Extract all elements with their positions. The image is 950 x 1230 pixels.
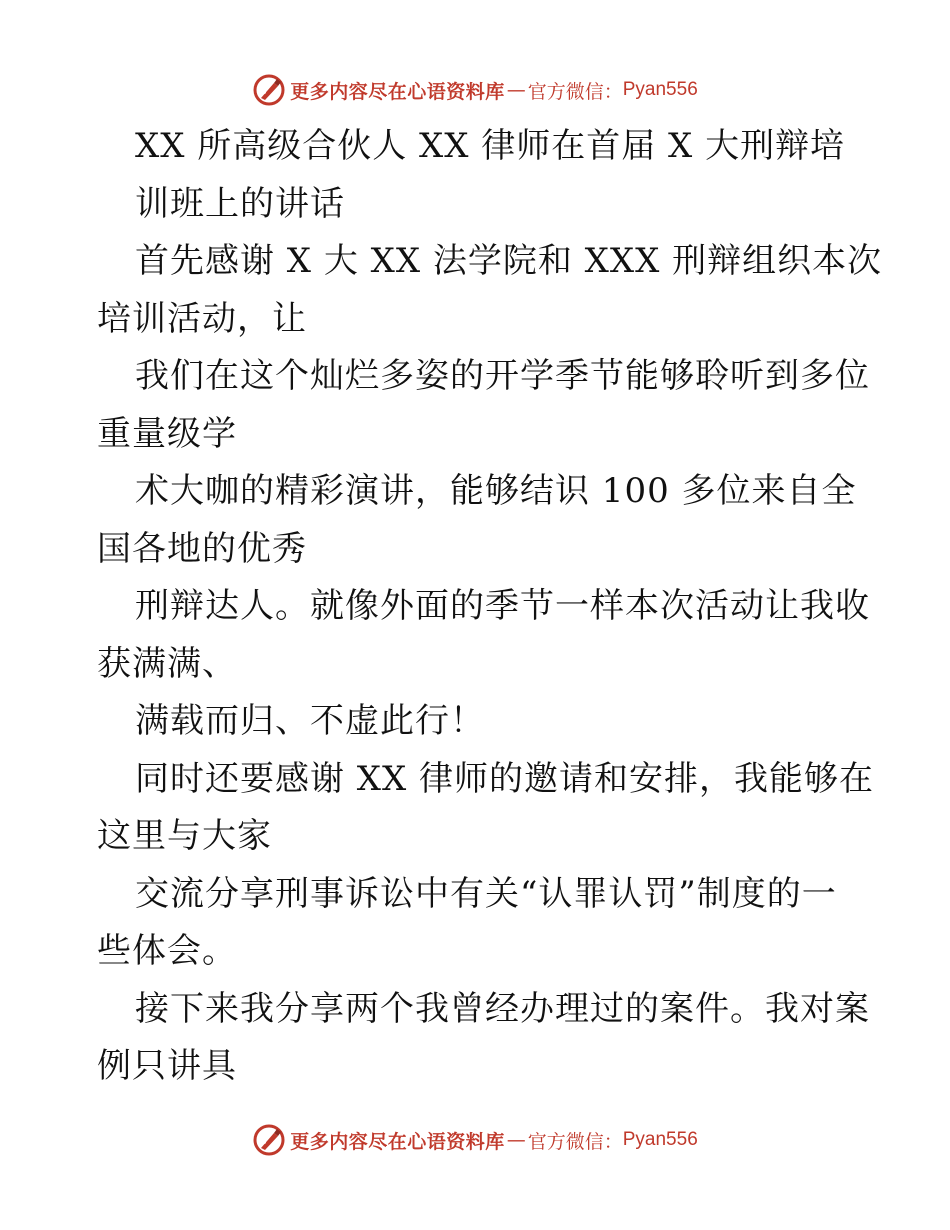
body-line: 刑辩达人。就像外面的季节一样本次活动让我收	[135, 586, 870, 626]
body-line: 同时还要感谢 XX 律师的邀请和安排，我能够在	[135, 758, 875, 799]
body-line: 满载而归、不虚此行！	[135, 701, 485, 741]
banner-separator: —	[506, 79, 526, 101]
body-line: 交流分享刑事诉讼中有关“认罪认罚”制度的一	[135, 873, 837, 914]
header-banner	[0, 70, 950, 110]
body-line: XX 所高级合伙人 XX 律师在首届 X 大刑辩培	[135, 126, 846, 166]
body-line: 首先感谢 X 大 XX 法学院和 XXX 刑辩组织本次	[135, 241, 883, 281]
body-line: 获满满、	[97, 643, 237, 684]
body-line: 国各地的优秀	[97, 528, 307, 569]
body-line: 训班上的讲话	[135, 183, 345, 224]
pen-logo-icon	[252, 1123, 286, 1157]
footer-banner	[0, 1120, 950, 1160]
body-line: 培训活动，让	[97, 298, 307, 339]
banner-wechat-id: Pyan556	[622, 1129, 698, 1150]
banner-text: 更多内容尽在心语资料库	[290, 80, 505, 103]
banner-wechat-id: Pyan556	[622, 79, 698, 100]
body-line: 我们在这个灿烂多姿的开学季节能够聆听到多位	[135, 356, 870, 396]
document-body	[97, 118, 883, 1096]
body-line: 些体会。	[97, 931, 237, 971]
banner-separator: —	[506, 1129, 526, 1151]
banner-wechat-label: 官方微信：	[527, 80, 623, 103]
body-line: 重量级学	[97, 413, 237, 454]
body-line: 这里与大家	[97, 816, 272, 856]
banner-text: 更多内容尽在心语资料库	[290, 1130, 505, 1153]
body-line: 术大咖的精彩演讲，能够结识 100 多位来自全	[135, 471, 857, 511]
body-line: 例只讲具	[97, 1046, 237, 1086]
body-line: 接下来我分享两个我曾经办理过的案件。我对案	[135, 988, 870, 1029]
banner-wechat-label: 官方微信：	[527, 1130, 623, 1153]
pen-logo-icon	[252, 73, 286, 107]
